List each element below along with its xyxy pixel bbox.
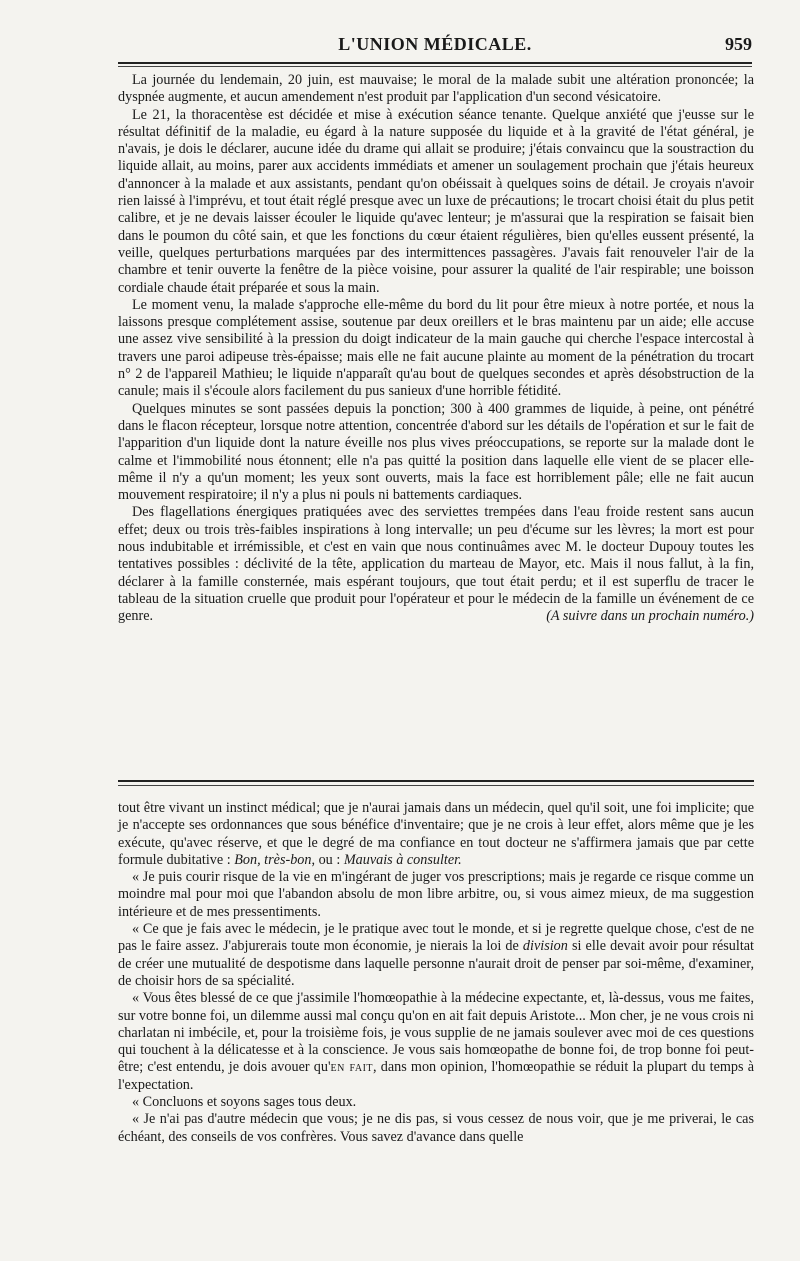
paragraph: « Concluons et soyons sages tous deux.: [132, 1094, 357, 1111]
text: « Ce que je fais avec le médecin, je le pratique avec tout le monde, et si je regrette quelque chose, c'est de ne pas le faire assez. J'abjurerais toute mon économie, je nierais la loi de: [118, 921, 754, 955]
paragraph: [118, 921, 754, 990]
page-number: 959: [725, 34, 752, 54]
continuation-note: (A suivre dans un prochain numéro.): [546, 608, 754, 625]
running-header: [118, 30, 752, 60]
italic-text: Mauvais à consulter.: [343, 851, 462, 868]
section-separator-thin: [118, 785, 754, 786]
paragraph: [118, 990, 754, 1094]
paragraph: [118, 504, 754, 625]
text: si elle devait avoir pour résultat de créer une mutualité de despotisme dans laquelle personne n'aurait droit de penser par soi-même, d'examiner, de choisir hors de sa spécialité.: [118, 938, 754, 989]
paragraph: « Je puis courir risque de la vie en m'ingérant de juger vos prescriptions; mais je regarde ce risque comme un moindre mal pour moi que l'abandon absolu de mon libre arbitre, ou, si vous aimez mieux, de ma suggestion intérieure et de mes pressentiments.: [118, 869, 754, 920]
text: , dans mon opinion, l'homœopathie se réduit la plupart du temps à l'expectation.: [118, 1059, 754, 1093]
paragraph-text: Des flagellations énergiques pratiquées avec des serviettes trempées dans l'eau froide restent sans aucun effet; deux ou trois très-faibles inspirations à long intervalle; un peu d'écume sur les lèvres; la mort est pour nous indubitable et irrémissible, et c'est en vain que nous continuâmes avec M. le docteur Dupouy toutes les tentatives possibles : déclivité de la tête, application du marteau de Mayor, etc. Mais il nous fallut, à la fin, déclarer à la famille consternée, mais espérant toujours, que tout était perdu; et il est superflu de tracer le tableau de la situation cruelle que produit pour l'opérateur et pour le médecin de la famille un événement de ce genre.: [118, 504, 754, 625]
paragraph: Quelques minutes se sont passées depuis la ponction; 300 à 400 grammes de liquide, à peine, ont pénétré dans le flacon récepteur, lorsque notre attention, concentrée d'abord sur les détails de l'opération et sur le fait de l'apparition d'un liquide dont la nature éveille nos plus vives préoccupations, se reporte sur la malade dont le calme et l'immobilité nous étonnent; elle n'a pas quitté la position dans laquelle elle vient de se placer elle-même il n'y a qu'un moment; les yeux sont ouverts, mais la face est horriblement pâle; elle ne fait aucun mouvement respiratoire; il n'y a plus ni pouls ni battements cardiaques.: [118, 400, 754, 504]
article-body: [118, 72, 754, 626]
paragraph: Le 21, la thoracentèse est décidée et mise à exécution séance tenante. Quelque anxiété que j'eusse sur le résultat définitif de la maladie, eu égard à la nature supposée du liquide et à la gravité de l'état général, je n'avais, je dois le déclarer, aucune idée du drame qui allait se produire; j'étais convaincu que la soustraction du liquide allait, au moins, parer aux accidents immédiats et amener un soulagement prochain que j'étais heureux d'annoncer à la malade et aux assistants, pendant qu'on obéissait à quelques soins de détail. Je croyais n'avoir rien laissé à l'imprévu, et tout était réglé presque avec un luxe de précautions; le trocart choisi était du plus petit calibre, et je ne devais laisser écouler le liquide qu'avec lenteur; je m'assurai que la respiration se faisait bien dans le poumon du côté sain, et que les fonctions du cœur étaient régulières, bien qu'elles eussent présenté, la veille, quelques perturbations marquées par des intermittences passagères. J'avais fait renouveler l'air de la chambre et tenir ouverte la fenêtre de la pièce voisine, pour assurer la qualité de l'air respirable; une boisson cordiale chaude était préparée et sous la main.: [118, 106, 754, 296]
small-caps-text: en fait: [330, 1059, 374, 1076]
paragraph: Le moment venu, la malade s'approche elle-même du bord du lit pour être mieux à notre portée, et nous la laissons presque complétement assise, soutenue par deux oreillers et le bras maintenu par un aide; elle accuse une assez vive sensibilité à la pression du doigt indicateur de la main gauche qui cherche l'espace intercostal à travers une paroi adipeuse très-épaisse; mais elle ne fait aucune plainte au moment de la pénétration du trocart n° 2 de l'appareil Mathieu; le liquide n'apparaît qu'au bout de quelques secondes et après désobstruction de la canule; mais il s'écoule alors facilement du pus sanieux d'une horrible fétidité.: [118, 296, 754, 400]
paragraph: [118, 800, 754, 869]
text: « Vous êtes blessé de ce que j'assimile l'homœopathie à la médecine expectante, et, là-dessus, vous me faites, sur votre bonne foi, un dilemme aussi mal conçu qu'on en ait fait depuis Aristote... Mon cher, je ne vous crois ni charlatan ni imbécile, et, pour la troisième fois, je vous supplie de ne jamais soulever avec moi de ces questions qui touchent à la délicatesse et à la conscience. Je vous sais homœopathe de bonne foi, de trop bonne foi peut-être; c'est entendu, je dois avouer qu': [118, 990, 754, 1076]
text: , ou :: [311, 851, 344, 868]
feuilleton-body: [118, 800, 754, 1146]
text: tout être vivant un instinct médical; que je n'aurai jamais dans un médecin, quel qu'il soit, une foi implicite; que je n'accepte ses ordonnances que sous bénéfice d'inventaire; que je ne crois à leur effet, alors même que je les exécute, qu'avec réserve, et que le degré de ma confiance en tout docteur ne s'affirmera jamais que par cette formule dubitative :: [118, 800, 754, 868]
paragraph: La journée du lendemain, 20 juin, est mauvaise; le moral de la malade subit une altération prononcée; la dyspnée augmente, et aucun amendement n'est produit par l'application d'un second vésicatoire.: [118, 72, 754, 106]
header-rule-thin: [118, 66, 752, 67]
header-rule: [118, 62, 752, 64]
italic-text: division: [522, 938, 568, 955]
italic-text: Bon, très-bon: [234, 851, 312, 868]
paragraph: « Je n'ai pas d'autre médecin que vous; je ne dis pas, si vous cessez de nous voir, que je me priverai, le cas échéant, des conseils de vos confrères. Vous savez d'avance dans quelle: [118, 1111, 754, 1145]
journal-title: L'UNION MÉDICALE.: [338, 34, 532, 54]
section-separator: [118, 780, 754, 782]
